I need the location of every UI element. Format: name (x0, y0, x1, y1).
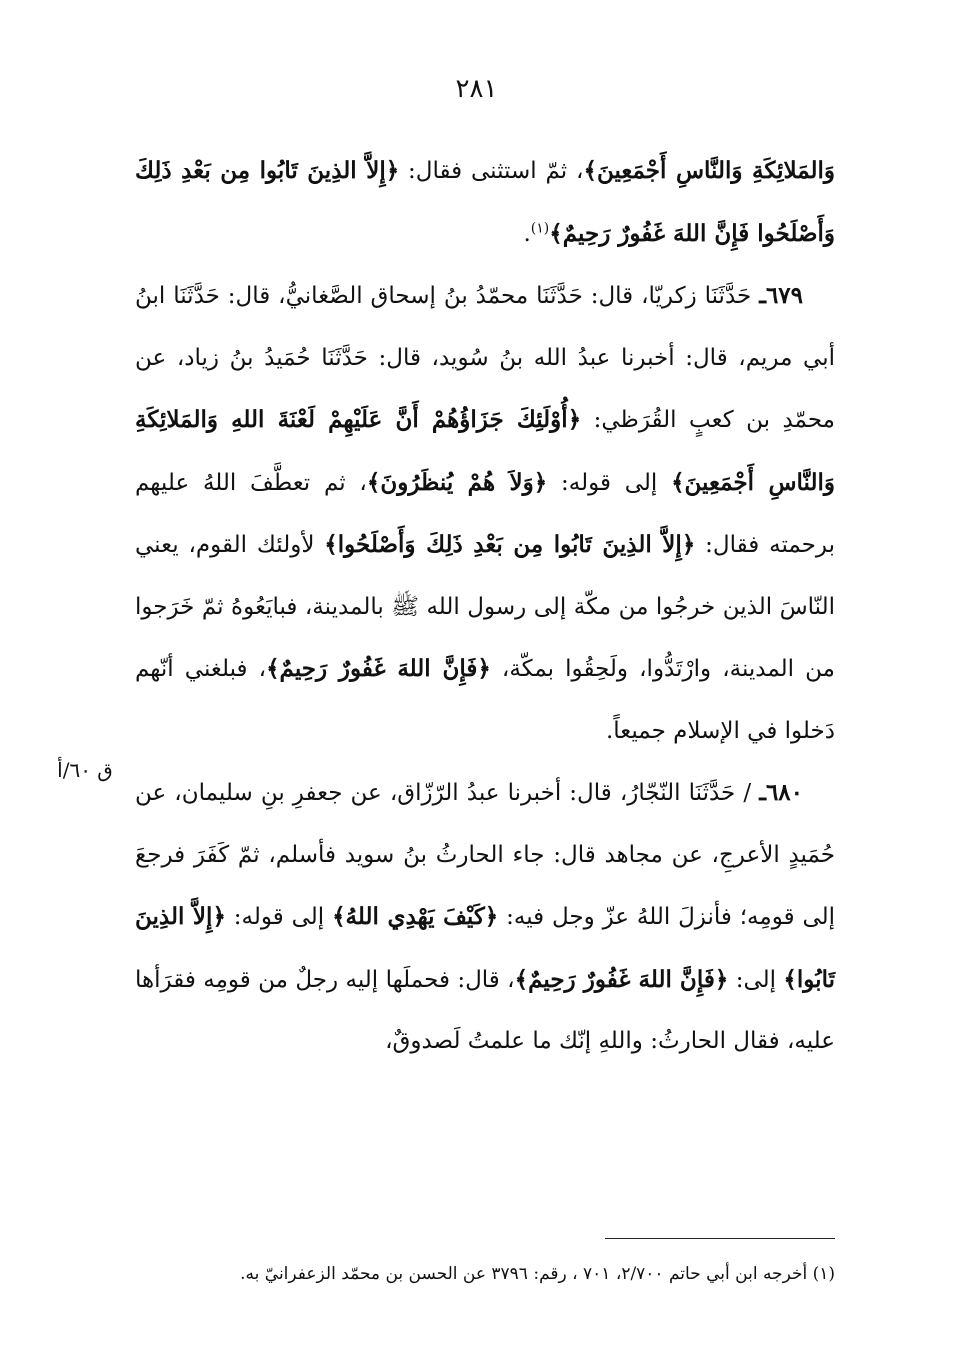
hadith-number: ٦٧٩ـ (759, 282, 803, 309)
manuscript-folio-note: ق ٦٠/أ (57, 758, 113, 782)
quran-quote: ﴿إِلاَّ الذِينَ تَابُوا مِن بَعْدِ ذَلِكَ وَأَصْلَحُوا فَإِنَّ اللهَ غَفُورٌ رَحِيمٌ﴾ (135, 157, 835, 247)
quran-quote: ﴿وَلاَ هُمْ يُنظَرُونَ﴾ (366, 468, 548, 496)
quran-quote: وَالمَلائِكَةِ وَالنَّاسِ أَجْمَعِينَ﴾ (583, 157, 835, 184)
paragraph-3: ٦٨٠ـ / حَدَّثَنَا النّجّارُ، قال: أخبرنا عبدُ الرّزّاق، عن جعفرِ بنِ سليمان، عن حُمَيدٍ الأعرجِ، عن مجاهد قال: جاء الحارثُ بنُ سويد فأسلم، ثمّ كَفَرَ فرجعَ إلى قومِه؛ فأنزلَ اللهُ عزّ وجل فيه: ﴿كَيْفَ يَهْدِي اللهُ﴾ إلى قوله: ﴿إِلاَّ الذِينَ تَابُوا﴾ إلى: ﴿فَإِنَّ اللهَ غَفُورٌ رَحِيمٌ﴾، قال: فحملَها إليه رجلٌ من قومِه فقرَأها عليه، فقال الحارثُ: واللهِ إنّك ما علمتُ لَصدوقٌ، (135, 779, 836, 1054)
quran-quote: ﴿كَيْفَ يَهْدِي اللهُ﴾ (332, 903, 499, 930)
quran-quote: ﴿إِلاَّ الذِينَ تَابُوا مِن بَعْدِ ذَلِكَ وَأَصْلَحُوا﴾ (324, 531, 696, 558)
paragraph-1: وَالمَلائِكَةِ وَالنَّاسِ أَجْمَعِينَ﴾، ثمّ استثنى فقال: ﴿إِلاَّ الذِينَ تَابُوا مِن بَعْدِ ذَلِكَ وَأَصْلَحُوا فَإِنَّ اللهَ غَفُورٌ رَحِيمٌ﴾$^{(١)}$. (135, 157, 835, 247)
footnote-reference: (١) (530, 219, 550, 236)
quran-quote: ﴿أُوْلَئِكَ جَزَاؤُهُمْ أَنَّ عَلَيْهِمْ لَعْنَةَ اللهِ وَالمَلائِكَةِ وَالنَّاسِ أَجْمَعِينَ﴾ (135, 406, 835, 496)
page-number: ٢٨١ (455, 74, 498, 104)
quran-quote: ﴿فَإِنَّ اللهَ غَفُورٌ رَحِيمٌ﴾ (266, 655, 491, 682)
footnote: (١) أخرجه ابن أبي حاتم ٢/٧٠٠، ٧٠١ ، رقم: ٣٧٩٦ عن الحسن بن محمّد الزعفرانيّ به. (240, 1264, 835, 1284)
hadith-number: ٦٨٠ـ (759, 779, 803, 806)
paragraph-2: ٦٧٩ـ حَدَّثَنَا زكريّا، قال: حَدَّثَنَا محمّدُ بنُ إسحاق الصَّغانيُّ، قال: حَدَّثَنَا ابنُ أبي مريم، قال: أخبرنا عبدُ الله بنُ سُويد، قال: حَدَّثَنَا حُمَيدُ بنُ زياد، عن محمّدِ بن كعبٍ القُرَظي: ﴿أُوْلَئِكَ جَزَاؤُهُمْ أَنَّ عَلَيْهِمْ لَعْنَةَ اللهِ وَالمَلائِكَةِ وَالنَّاسِ أَجْمَعِينَ﴾ إلى قوله: ﴿وَلاَ هُمْ يُنظَرُونَ﴾، ثم تعطَّفَ اللهُ عليهم برحمته فقال: ﴿إِلاَّ الذِينَ تَابُوا مِن بَعْدِ ذَلِكَ وَأَصْلَحُوا﴾ لأولئك القوم، يعني النّاسَ الذين خرجُوا من مكّة إلى رسول الله ﷺ بالمدينة، فبايَعُوهُ ثمّ خَرَجوا من المدينة، وارْتَدُّوا، ولَحِقُوا بمكّة، ﴿فَإِنَّ اللهَ غَفُورٌ رَحِيمٌ﴾، فبلغني أنّهم دَخلوا في الإسلام جميعاً. (135, 282, 835, 744)
quran-quote: ﴿فَإِنَّ اللهَ غَفُورٌ رَحِيمٌ﴾ (514, 965, 729, 993)
quran-quote: ﴿إِلاَّ الذِينَ تَابُوا﴾ (135, 903, 835, 993)
footnote-divider (605, 1238, 835, 1239)
main-text (135, 140, 835, 1073)
